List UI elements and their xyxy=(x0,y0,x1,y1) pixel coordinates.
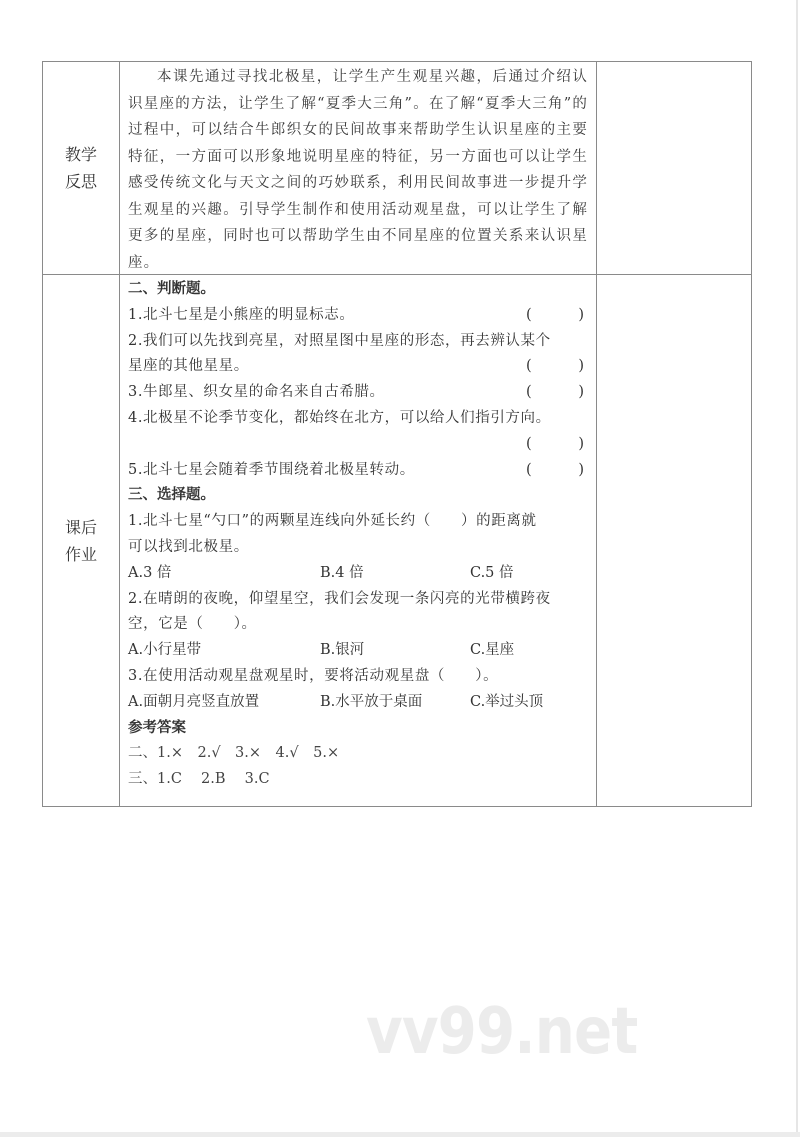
option-b: B.水平放于桌面 xyxy=(320,693,423,710)
answer-blank: ( ) xyxy=(526,384,584,401)
choice-question-3: 3.在使用活动观星盘观星时，要将活动观星盘（ ）。 A.面朝月亮竖直放置 B.水平放于桌面 C.举过头顶 xyxy=(128,664,588,716)
answer-blank: ( ) xyxy=(526,358,584,375)
option-b: B.4 倍 xyxy=(320,564,364,581)
option-a: A.面朝月亮竖直放置 xyxy=(128,693,260,710)
choice-question-1: 1.北斗七星“勺口”的两颗星连线向外延长约（ ）的距离就 可以找到北极星。 A.3 倍 B.4 倍 C.5 倍 xyxy=(128,509,588,586)
table-row-reflection xyxy=(43,62,752,275)
reflection-content-cell xyxy=(120,62,597,275)
answer-blank: ( ) xyxy=(526,306,584,323)
judgment-blank-line xyxy=(128,432,588,458)
choice-options xyxy=(128,561,588,587)
homework-content-cell xyxy=(120,275,597,807)
label-line: 课后 xyxy=(64,517,97,537)
label-line: 作业 xyxy=(64,544,97,564)
lesson-plan-table xyxy=(42,61,752,807)
judgment-question: 1.北斗七星是小熊座的明显标志。 ( ) xyxy=(128,303,588,329)
answers-judgment: 二、1.× 2.√ 3.× 4.√ 5.× xyxy=(128,745,340,762)
option-b: B.银河 xyxy=(320,642,365,659)
choice-question-2: 2.在晴朗的夜晚，仰望星空，我们会发现一条闪亮的光带横跨夜 空，它是（ ）。 A.小行星带 B.银河 C.星座 xyxy=(128,587,588,664)
choice-section-title: 三、选择题。 xyxy=(128,487,215,504)
judgment-question: 3.牛郎星、织女星的命名来自古希腊。 ( ) xyxy=(128,380,588,406)
option-a: A.3 倍 xyxy=(128,564,172,581)
notes-cell xyxy=(597,62,752,275)
table-row-homework xyxy=(43,275,752,807)
notes-cell xyxy=(597,275,752,807)
judgment-question: 5.北斗七星会随着季节围绕着北极星转动。 ( ) xyxy=(128,458,588,484)
homework-body xyxy=(120,275,596,797)
answer-blank: ( ) xyxy=(526,435,584,452)
judgment-question: 2.我们可以先找到亮星，对照星图中星座的形态，再去辨认某个 xyxy=(128,332,551,349)
option-c: C.5 倍 xyxy=(470,564,514,581)
answers-section-title: 参考答案 xyxy=(128,719,186,736)
option-a: A.小行星带 xyxy=(128,642,202,659)
option-c: C.举过头顶 xyxy=(470,693,544,710)
choice-options xyxy=(128,638,588,664)
judgment-question-cont: 星座的其他星星。 ( ) xyxy=(128,354,588,380)
page-bottom-edge xyxy=(0,1132,800,1137)
reflection-paragraph: 本课先通过寻找北极星，让学生产生观星兴趣，后通过介绍认识星座的方法，让学生了解“夏季大三角”。在了解“夏季大三角”的过程中，可以结合牛郎织女的民间故事来帮助学生认识星座的主要特征，一方面可以形象地说明星座的特征，另一方面也可以让学生感受传统文化与天文之间的巧妙联系，利用民间故事进一步提升学生观星的兴趣。引导学生制作和使用活动观星盘，可以让学生了解更多的星座，同时也可以帮助学生由不同星座的位置关系来认识星座。 xyxy=(128,69,588,271)
label-line: 教学 xyxy=(64,145,97,164)
option-c: C.星座 xyxy=(470,642,515,659)
label-cell-teaching-reflection xyxy=(43,62,120,275)
label-cell-homework xyxy=(43,275,120,807)
judgment-section-title: 二、判断题。 xyxy=(128,281,215,297)
answers-choice: 三、1.C 2.B 3.C xyxy=(128,771,270,788)
choice-options xyxy=(128,690,588,716)
answer-blank: ( ) xyxy=(526,461,584,478)
label-line: 反思 xyxy=(64,172,97,191)
judgment-question: 4.北极星不论季节变化，都始终在北方，可以给人们指引方向。 xyxy=(128,409,551,426)
watermark-text: vv99.net xyxy=(366,995,638,1069)
